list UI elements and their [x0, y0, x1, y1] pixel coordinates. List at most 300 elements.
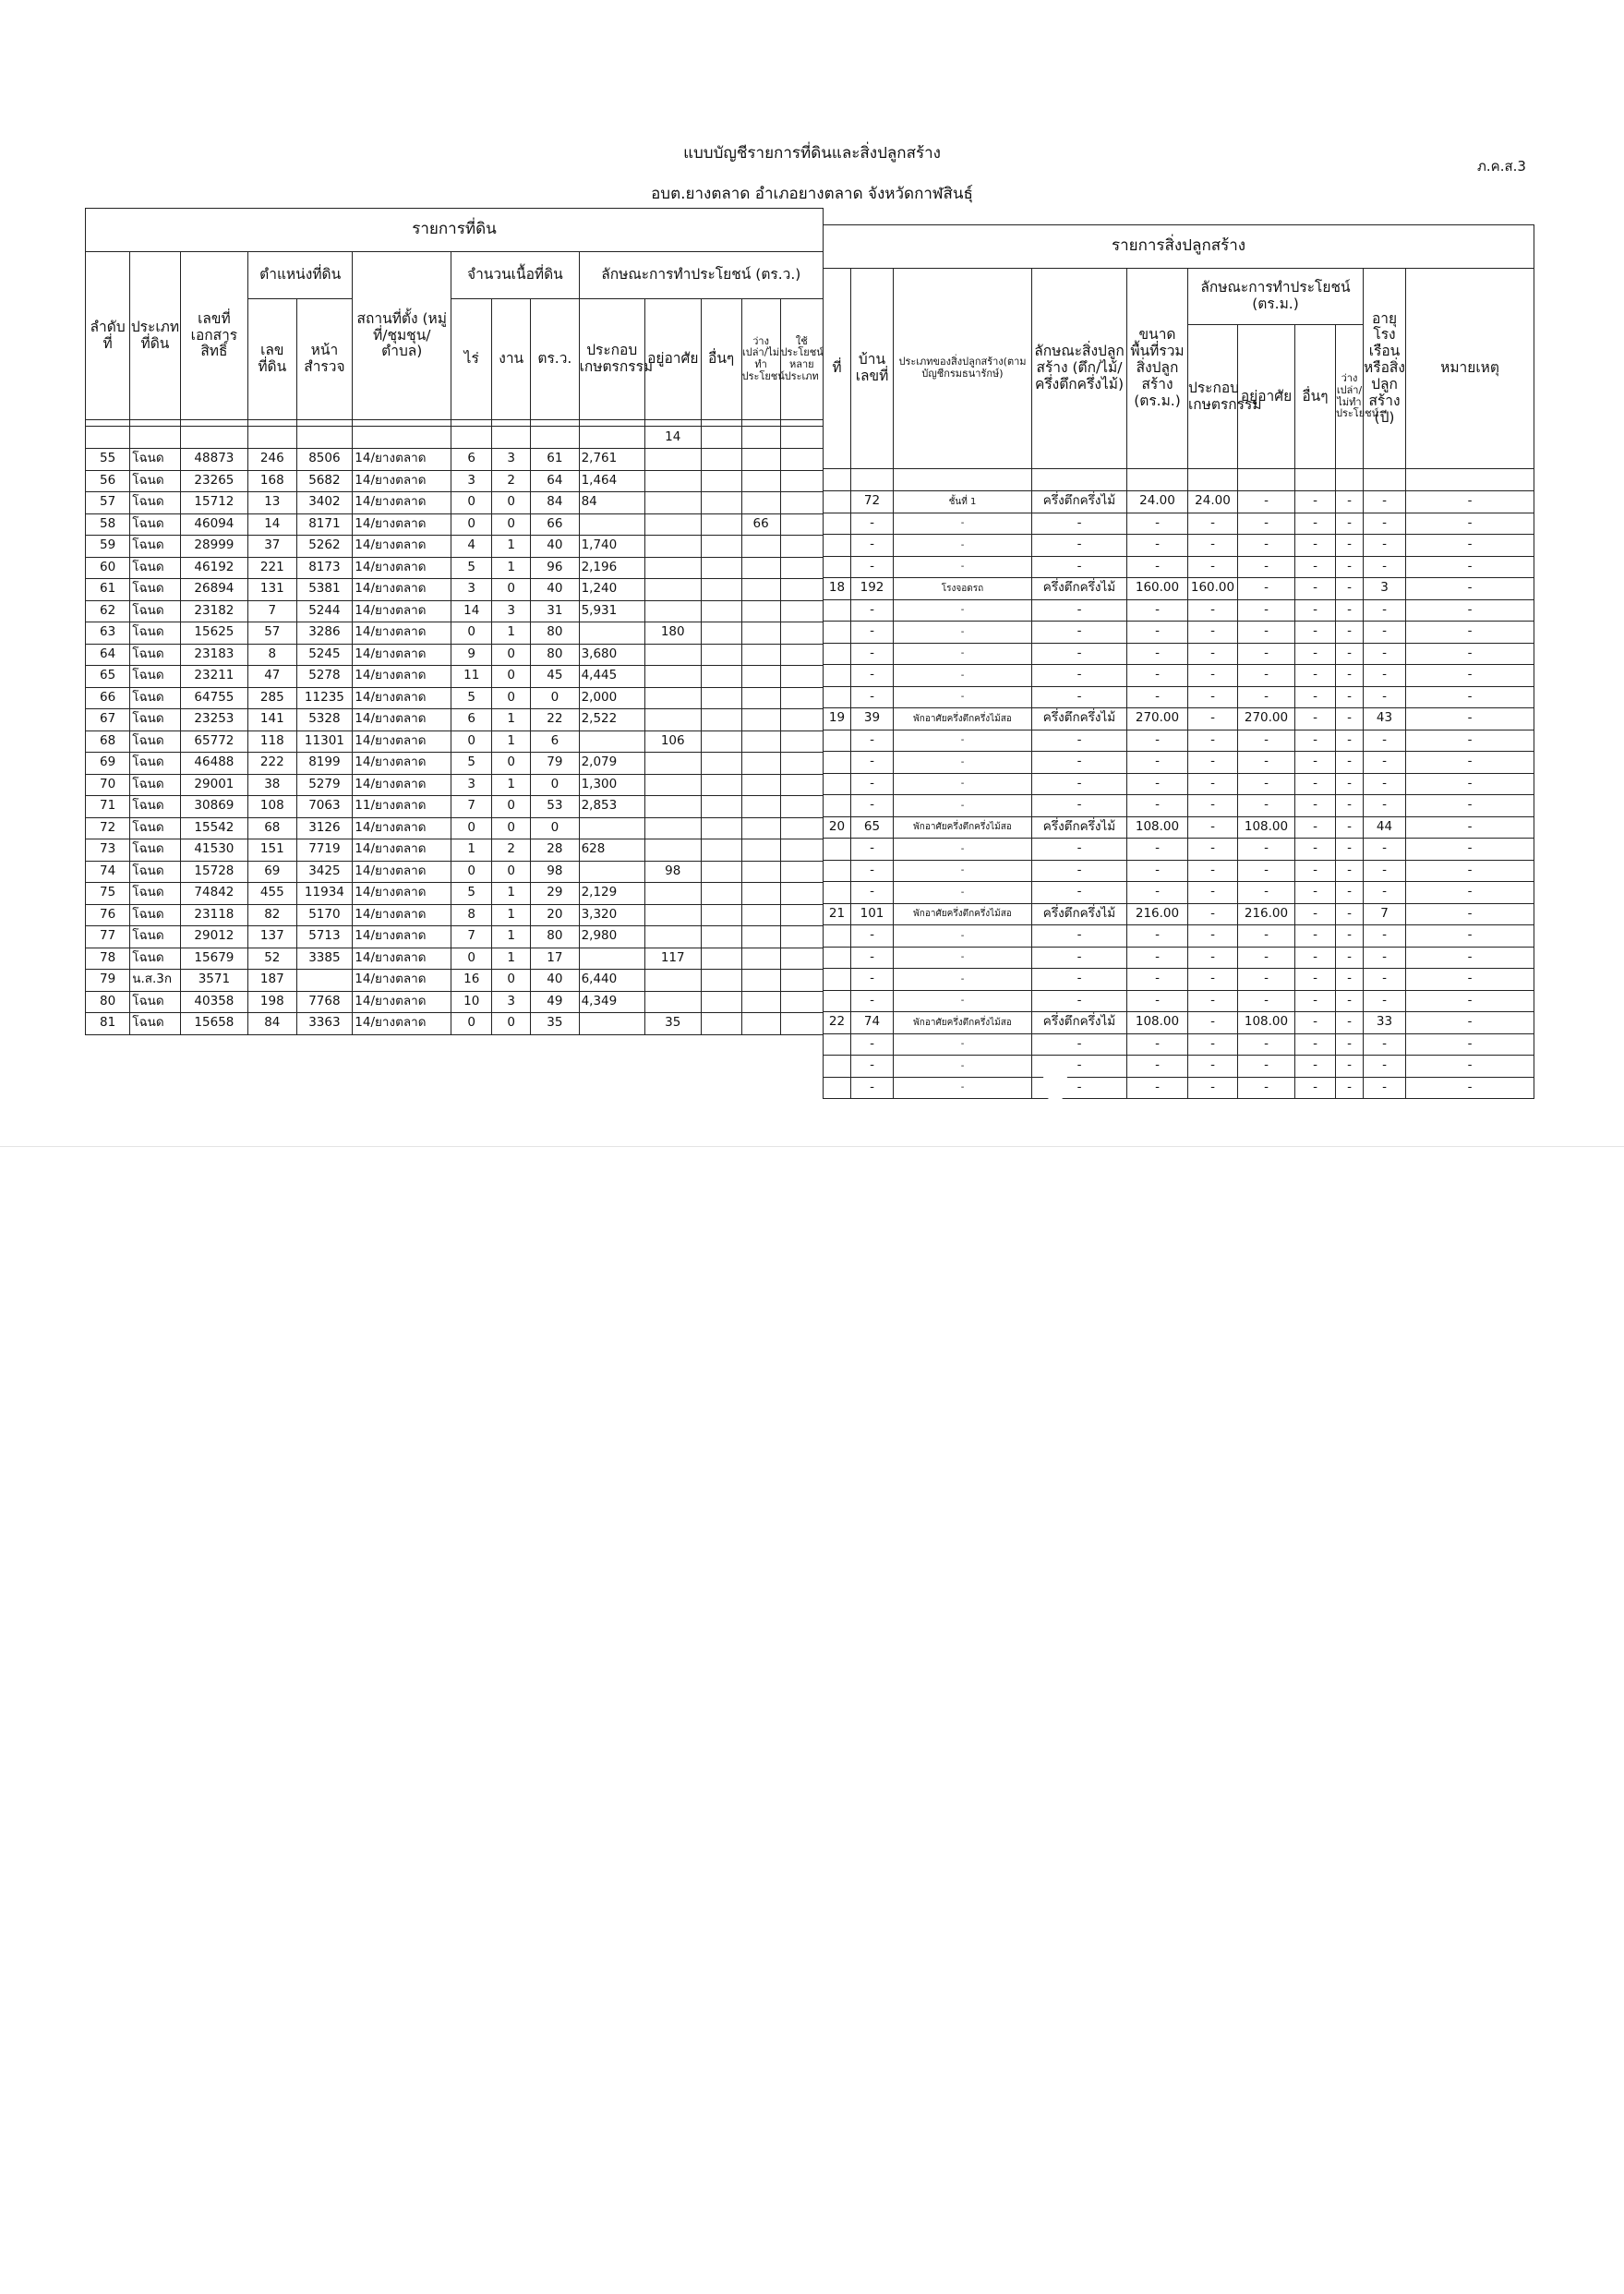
cell-bld-other: -	[1295, 730, 1336, 752]
cell-doc-no: 26894	[180, 579, 247, 601]
cell-sqw: 80	[531, 644, 579, 666]
cell-vacant	[741, 557, 780, 579]
table-row	[86, 579, 824, 601]
cell-other	[701, 926, 741, 948]
col-bld-other: อื่นๆ	[1295, 325, 1336, 469]
cell-type: โฉนด	[130, 883, 181, 905]
cell-bld-resid: -	[1238, 882, 1295, 904]
cell-survey-page: 5279	[296, 774, 353, 796]
cell-land-no: 108	[248, 796, 296, 818]
cell-vacant	[741, 492, 780, 514]
cell-age: -	[1364, 1033, 1406, 1056]
cell-age: -	[1364, 556, 1406, 578]
cell-type: โฉนด	[130, 948, 181, 970]
cell-bld-type: -	[894, 773, 1032, 795]
cell-bld-agri: -	[1188, 990, 1238, 1012]
cell-other	[701, 579, 741, 601]
cell-bld-agri: -	[1188, 816, 1238, 839]
cell-resid	[644, 513, 701, 536]
cell-age: -	[1364, 773, 1406, 795]
cell-structure: -	[1032, 1033, 1127, 1056]
land-table	[85, 208, 824, 1035]
cell-bld-other: -	[1295, 1056, 1336, 1078]
cell-bld-vacant: -	[1336, 686, 1364, 708]
cell-land-no: 455	[248, 883, 296, 905]
cell-type: น.ส.3ก	[130, 970, 181, 992]
cell-rai: 16	[451, 970, 492, 992]
cell-no: 75	[86, 883, 130, 905]
table-row	[86, 600, 824, 622]
cell-structure: -	[1032, 990, 1127, 1012]
cell-bld-type: -	[894, 622, 1032, 644]
cell-rai: 9	[451, 644, 492, 666]
cell-type: โฉนด	[130, 796, 181, 818]
cell-house-no: -	[851, 860, 894, 882]
cell-bld-no	[824, 643, 851, 665]
cell-bld-agri: -	[1188, 1056, 1238, 1078]
cell-rai: 7	[451, 926, 492, 948]
cell-structure: ครึ่งตึกครึ่งไม้	[1032, 816, 1127, 839]
cell-remark: -	[1406, 599, 1534, 622]
table-row	[824, 990, 1534, 1012]
cell-doc-no: 28999	[180, 536, 247, 558]
cell-remark: -	[1406, 947, 1534, 969]
cell-structure: -	[1032, 686, 1127, 708]
cell-bld-agri: -	[1188, 556, 1238, 578]
cell-sqw: 28	[531, 839, 579, 862]
cell-bld-agri: -	[1188, 535, 1238, 557]
table-row	[86, 1013, 824, 1035]
cell-other	[701, 796, 741, 818]
cell-bld-vacant: -	[1336, 622, 1364, 644]
cell-age: -	[1364, 513, 1406, 535]
cell-bld-vacant: -	[1336, 903, 1364, 925]
cell-ngan: 3	[492, 600, 531, 622]
cell-bld-agri: -	[1188, 795, 1238, 817]
table-row	[824, 1077, 1534, 1099]
cell-bld-no	[824, 556, 851, 578]
cell-mixed	[780, 666, 823, 688]
cell-survey-page	[296, 970, 353, 992]
cell-age: -	[1364, 535, 1406, 557]
cell-resid	[644, 774, 701, 796]
cell-no: 66	[86, 687, 130, 709]
cell-agri: 5,931	[579, 600, 644, 622]
cell-sqw: 61	[531, 449, 579, 471]
cell-bld-resid: -	[1238, 773, 1295, 795]
cell-age: 7	[1364, 903, 1406, 925]
cell-bld-resid: -	[1238, 622, 1295, 644]
cell-house-no: -	[851, 1056, 894, 1078]
cell-other	[701, 709, 741, 731]
cell-survey-page: 5381	[296, 579, 353, 601]
cell-total-area: -	[1127, 665, 1188, 687]
cell-sqw: 80	[531, 622, 579, 645]
cell-remark: -	[1406, 969, 1534, 991]
cell-total-area: 108.00	[1127, 1012, 1188, 1034]
cell-bld-agri: -	[1188, 1012, 1238, 1034]
cell-type: โฉนด	[130, 687, 181, 709]
cell-type: โฉนด	[130, 839, 181, 862]
cell-bld-agri: -	[1188, 1077, 1238, 1099]
cell-age: 43	[1364, 708, 1406, 730]
blank-row	[86, 420, 824, 427]
cell-bld-other: -	[1295, 947, 1336, 969]
cell-bld-no: 21	[824, 903, 851, 925]
cell-bld-vacant: -	[1336, 708, 1364, 730]
cell-land-no: 69	[248, 861, 296, 883]
cell-mixed	[780, 600, 823, 622]
cell-bld-resid: -	[1238, 556, 1295, 578]
cell-mixed	[780, 536, 823, 558]
cell-bld-type: -	[894, 882, 1032, 904]
cell-bld-agri: -	[1188, 599, 1238, 622]
cell-other	[701, 904, 741, 926]
col-no: ลำดับที่	[86, 252, 130, 420]
cell-structure: -	[1032, 969, 1127, 991]
cell-agri: 2,196	[579, 557, 644, 579]
table-row	[824, 839, 1534, 861]
table-row	[824, 513, 1534, 535]
cell-doc-no: 40358	[180, 991, 247, 1013]
cell-agri: 2,000	[579, 687, 644, 709]
col-rai: ไร่	[451, 299, 492, 420]
cell-bld-type: -	[894, 599, 1032, 622]
cell-location: 14/ยางตลาด	[353, 926, 451, 948]
cell-bld-agri: -	[1188, 708, 1238, 730]
cell-mixed	[780, 817, 823, 839]
table-row	[824, 643, 1534, 665]
cell-vacant	[741, 948, 780, 970]
cell-type: โฉนด	[130, 513, 181, 536]
cell-land-no: 47	[248, 666, 296, 688]
cell-no: 60	[86, 557, 130, 579]
cell-total-area: -	[1127, 947, 1188, 969]
cell-house-no: -	[851, 773, 894, 795]
cell-location: 14/ยางตลาด	[353, 883, 451, 905]
cell-no: 71	[86, 796, 130, 818]
cell-sqw: 0	[531, 687, 579, 709]
cell-bld-type: -	[894, 1056, 1032, 1078]
cell-remark: -	[1406, 578, 1534, 600]
cell-bld-type: -	[894, 1033, 1032, 1056]
cell-doc-no: 3571	[180, 970, 247, 992]
cell-mixed	[780, 774, 823, 796]
cell-structure: -	[1032, 730, 1127, 752]
cell-agri: 628	[579, 839, 644, 862]
cell-bld-type: -	[894, 665, 1032, 687]
cell-survey-page: 3126	[296, 817, 353, 839]
cell-bld-resid: -	[1238, 947, 1295, 969]
cell-bld-vacant: -	[1336, 535, 1364, 557]
form-code: ภ.ค.ส.3	[1477, 158, 1526, 175]
cell-ngan: 2	[492, 839, 531, 862]
col-ngan: งาน	[492, 299, 531, 420]
cell-type: โฉนด	[130, 1013, 181, 1035]
cell-mixed	[780, 470, 823, 492]
building-section-title: รายการสิ่งปลูกสร้าง	[824, 225, 1534, 269]
cell-rai: 0	[451, 730, 492, 753]
cell-agri: 4,445	[579, 666, 644, 688]
scan-blot	[1041, 1069, 1069, 1101]
cell-agri: 1,300	[579, 774, 644, 796]
cell-rai: 0	[451, 513, 492, 536]
cell-remark: -	[1406, 686, 1534, 708]
cell-other	[701, 730, 741, 753]
cell-agri: 2,853	[579, 796, 644, 818]
cell-other	[701, 492, 741, 514]
cell-resid	[644, 666, 701, 688]
cell-other	[701, 449, 741, 471]
cell-survey-page: 5328	[296, 709, 353, 731]
cell-no: 69	[86, 753, 130, 775]
cell-bld-no	[824, 513, 851, 535]
cell-agri: 2,079	[579, 753, 644, 775]
cell-age: -	[1364, 599, 1406, 622]
cell-land-no: 137	[248, 926, 296, 948]
cell-type: โฉนด	[130, 861, 181, 883]
table-row	[824, 1033, 1534, 1056]
cell-total-area: -	[1127, 795, 1188, 817]
cell-agri: 1,240	[579, 579, 644, 601]
cell-no: 55	[86, 449, 130, 471]
cell-bld-other: -	[1295, 513, 1336, 535]
cell-bld-vacant: -	[1336, 752, 1364, 774]
cell-doc-no: 29001	[180, 774, 247, 796]
cell-remark: -	[1406, 816, 1534, 839]
cell-other	[701, 774, 741, 796]
cell-resid	[644, 839, 701, 862]
cell-house-no: -	[851, 1077, 894, 1099]
cell-remark: -	[1406, 513, 1534, 535]
cell-house-no: -	[851, 925, 894, 948]
cell-age: -	[1364, 1077, 1406, 1099]
cell-vacant	[741, 600, 780, 622]
cell-bld-agri: -	[1188, 882, 1238, 904]
cell-bld-other: -	[1295, 795, 1336, 817]
cell-remark: -	[1406, 990, 1534, 1012]
cell-other	[701, 991, 741, 1013]
document-subtitle: อบต.ยางตลาด อำเภอยางตลาด จังหวัดกาฬสินธุ์	[651, 185, 973, 203]
cell-total-area: -	[1127, 730, 1188, 752]
cell-house-no: -	[851, 1033, 894, 1056]
cell-ngan: 1	[492, 948, 531, 970]
table-row	[824, 556, 1534, 578]
document-title: แบบบัญชีรายการที่ดินและสิ่งปลูกสร้าง	[683, 144, 941, 163]
cell-bld-no	[824, 622, 851, 644]
cell-structure: -	[1032, 752, 1127, 774]
table-row	[824, 860, 1534, 882]
table-row	[824, 773, 1534, 795]
page-fold-line	[0, 1146, 1624, 1147]
cell-mixed	[780, 709, 823, 731]
cell-location: 14/ยางตลาด	[353, 449, 451, 471]
cell-house-no: 74	[851, 1012, 894, 1034]
cell-doc-no: 41530	[180, 839, 247, 862]
cell-rai: 3	[451, 470, 492, 492]
cell-vacant	[741, 970, 780, 992]
cell-ngan: 1	[492, 774, 531, 796]
cell-land-no: 84	[248, 1013, 296, 1035]
cell-bld-type: -	[894, 535, 1032, 557]
cell-house-no: 65	[851, 816, 894, 839]
cell-bld-vacant: -	[1336, 816, 1364, 839]
cell-survey-page: 11934	[296, 883, 353, 905]
cell-agri	[579, 622, 644, 645]
cell-agri: 1,740	[579, 536, 644, 558]
cell-house-no: -	[851, 535, 894, 557]
cell-bld-agri: -	[1188, 860, 1238, 882]
cell-total-area: -	[1127, 1077, 1188, 1099]
table-row	[86, 449, 824, 471]
cell-structure: -	[1032, 795, 1127, 817]
cell-location: 14/ยางตลาด	[353, 470, 451, 492]
cell-no: 76	[86, 904, 130, 926]
cell-bld-other: -	[1295, 752, 1336, 774]
table-row	[86, 666, 824, 688]
cell-bld-type: -	[894, 990, 1032, 1012]
cell-no: 72	[86, 817, 130, 839]
cell-total-area: -	[1127, 773, 1188, 795]
cell-ngan: 2	[492, 470, 531, 492]
cell-agri	[579, 948, 644, 970]
cell-bld-vacant: -	[1336, 1012, 1364, 1034]
cell-agri: 6,440	[579, 970, 644, 992]
table-row	[86, 774, 824, 796]
cell-vacant	[741, 926, 780, 948]
cell-agri	[579, 861, 644, 883]
cell-resid: 106	[644, 730, 701, 753]
cell-bld-resid: 108.00	[1238, 1012, 1295, 1034]
cell-type: โฉนด	[130, 666, 181, 688]
col-bld-vacant: ว่างเปล่า/ไม่ทำประโยชน์	[1336, 325, 1364, 469]
cell-other	[701, 1013, 741, 1035]
cell-total-area: -	[1127, 925, 1188, 948]
cell-land-no: 57	[248, 622, 296, 645]
cell-bld-vacant: -	[1336, 795, 1364, 817]
cell-other	[701, 948, 741, 970]
table-row	[86, 492, 824, 514]
cell-bld-vacant: -	[1336, 1077, 1364, 1099]
cell-no: 61	[86, 579, 130, 601]
cell-type: โฉนด	[130, 622, 181, 645]
cell-house-no: -	[851, 752, 894, 774]
cell-bld-type: ชั้นที่ 1	[894, 491, 1032, 513]
cell-bld-type: -	[894, 1077, 1032, 1099]
cell-age: -	[1364, 860, 1406, 882]
cell-bld-resid: -	[1238, 795, 1295, 817]
cell-bld-resid: -	[1238, 925, 1295, 948]
cell-resid	[644, 536, 701, 558]
cell-sqw: 0	[531, 774, 579, 796]
cell-structure: -	[1032, 599, 1127, 622]
cell-location: 14/ยางตลาด	[353, 970, 451, 992]
cell-rai: 0	[451, 492, 492, 514]
cell-doc-no: 46488	[180, 753, 247, 775]
cell-type: โฉนด	[130, 991, 181, 1013]
cell-bld-vacant: -	[1336, 882, 1364, 904]
cell-bld-no	[824, 969, 851, 991]
cell-no: 64	[86, 644, 130, 666]
table-row	[824, 578, 1534, 600]
cell-location: 14/ยางตลาด	[353, 774, 451, 796]
table-row	[86, 427, 824, 449]
cell-survey-page: 7063	[296, 796, 353, 818]
cell-ngan: 1	[492, 622, 531, 645]
cell-land-no: 187	[248, 970, 296, 992]
cell-total-area: -	[1127, 556, 1188, 578]
cell-doc-no: 23118	[180, 904, 247, 926]
cell-bld-vacant: -	[1336, 730, 1364, 752]
cell-resid: 180	[644, 622, 701, 645]
cell-total-area: -	[1127, 599, 1188, 622]
table-row	[86, 536, 824, 558]
cell-bld-no	[824, 882, 851, 904]
cell-rai: 5	[451, 883, 492, 905]
cell-bld-type: -	[894, 969, 1032, 991]
col-structure: ลักษณะสิ่งปลูกสร้าง (ตึก/ไม้/ครึ่งตึกครึ่งไม้)	[1032, 269, 1127, 469]
cell-bld-agri: -	[1188, 839, 1238, 861]
cell-sqw: 22	[531, 709, 579, 731]
cell-type: โฉนด	[130, 600, 181, 622]
cell-survey-page: 11235	[296, 687, 353, 709]
cell-bld-vacant: -	[1336, 1056, 1364, 1078]
table-row	[86, 730, 824, 753]
cell-sqw: 29	[531, 883, 579, 905]
cell-survey-page: 11301	[296, 730, 353, 753]
cell-sqw: 40	[531, 536, 579, 558]
table-row	[86, 904, 824, 926]
cell-sqw: 40	[531, 579, 579, 601]
cell-no: 80	[86, 991, 130, 1013]
cell-no: 73	[86, 839, 130, 862]
cell-rai: 6	[451, 709, 492, 731]
cell-house-no: -	[851, 947, 894, 969]
cell-total-area: 160.00	[1127, 578, 1188, 600]
cell-house-no: -	[851, 795, 894, 817]
cell-ngan: 0	[492, 666, 531, 688]
cell-bld-vacant: -	[1336, 665, 1364, 687]
cell-agri: 3,320	[579, 904, 644, 926]
cell-ngan: 0	[492, 753, 531, 775]
cell-bld-vacant: -	[1336, 491, 1364, 513]
cell-type: โฉนด	[130, 536, 181, 558]
col-bld-no: ที่	[824, 269, 851, 469]
cell-rai: 7	[451, 796, 492, 818]
cell-vacant	[741, 991, 780, 1013]
cell-land-no: 198	[248, 991, 296, 1013]
cell-vacant	[741, 449, 780, 471]
cell-bld-no	[824, 1077, 851, 1099]
cell-age: -	[1364, 795, 1406, 817]
cell-house-no: -	[851, 990, 894, 1012]
cell-location: 14/ยางตลาด	[353, 644, 451, 666]
cell-bld-other: -	[1295, 491, 1336, 513]
cell-land-no: 285	[248, 687, 296, 709]
cell-bld-type: -	[894, 947, 1032, 969]
cell-other	[701, 622, 741, 645]
cell-rai: 11	[451, 666, 492, 688]
cell-rai: 0	[451, 622, 492, 645]
cell-ngan: 0	[492, 513, 531, 536]
cell-resid	[644, 449, 701, 471]
cell-bld-resid: -	[1238, 1033, 1295, 1056]
cell-bld-other: -	[1295, 839, 1336, 861]
cell-land-no: 68	[248, 817, 296, 839]
cell-type: โฉนด	[130, 774, 181, 796]
cell-sqw: 17	[531, 948, 579, 970]
cell-type: โฉนด	[130, 579, 181, 601]
